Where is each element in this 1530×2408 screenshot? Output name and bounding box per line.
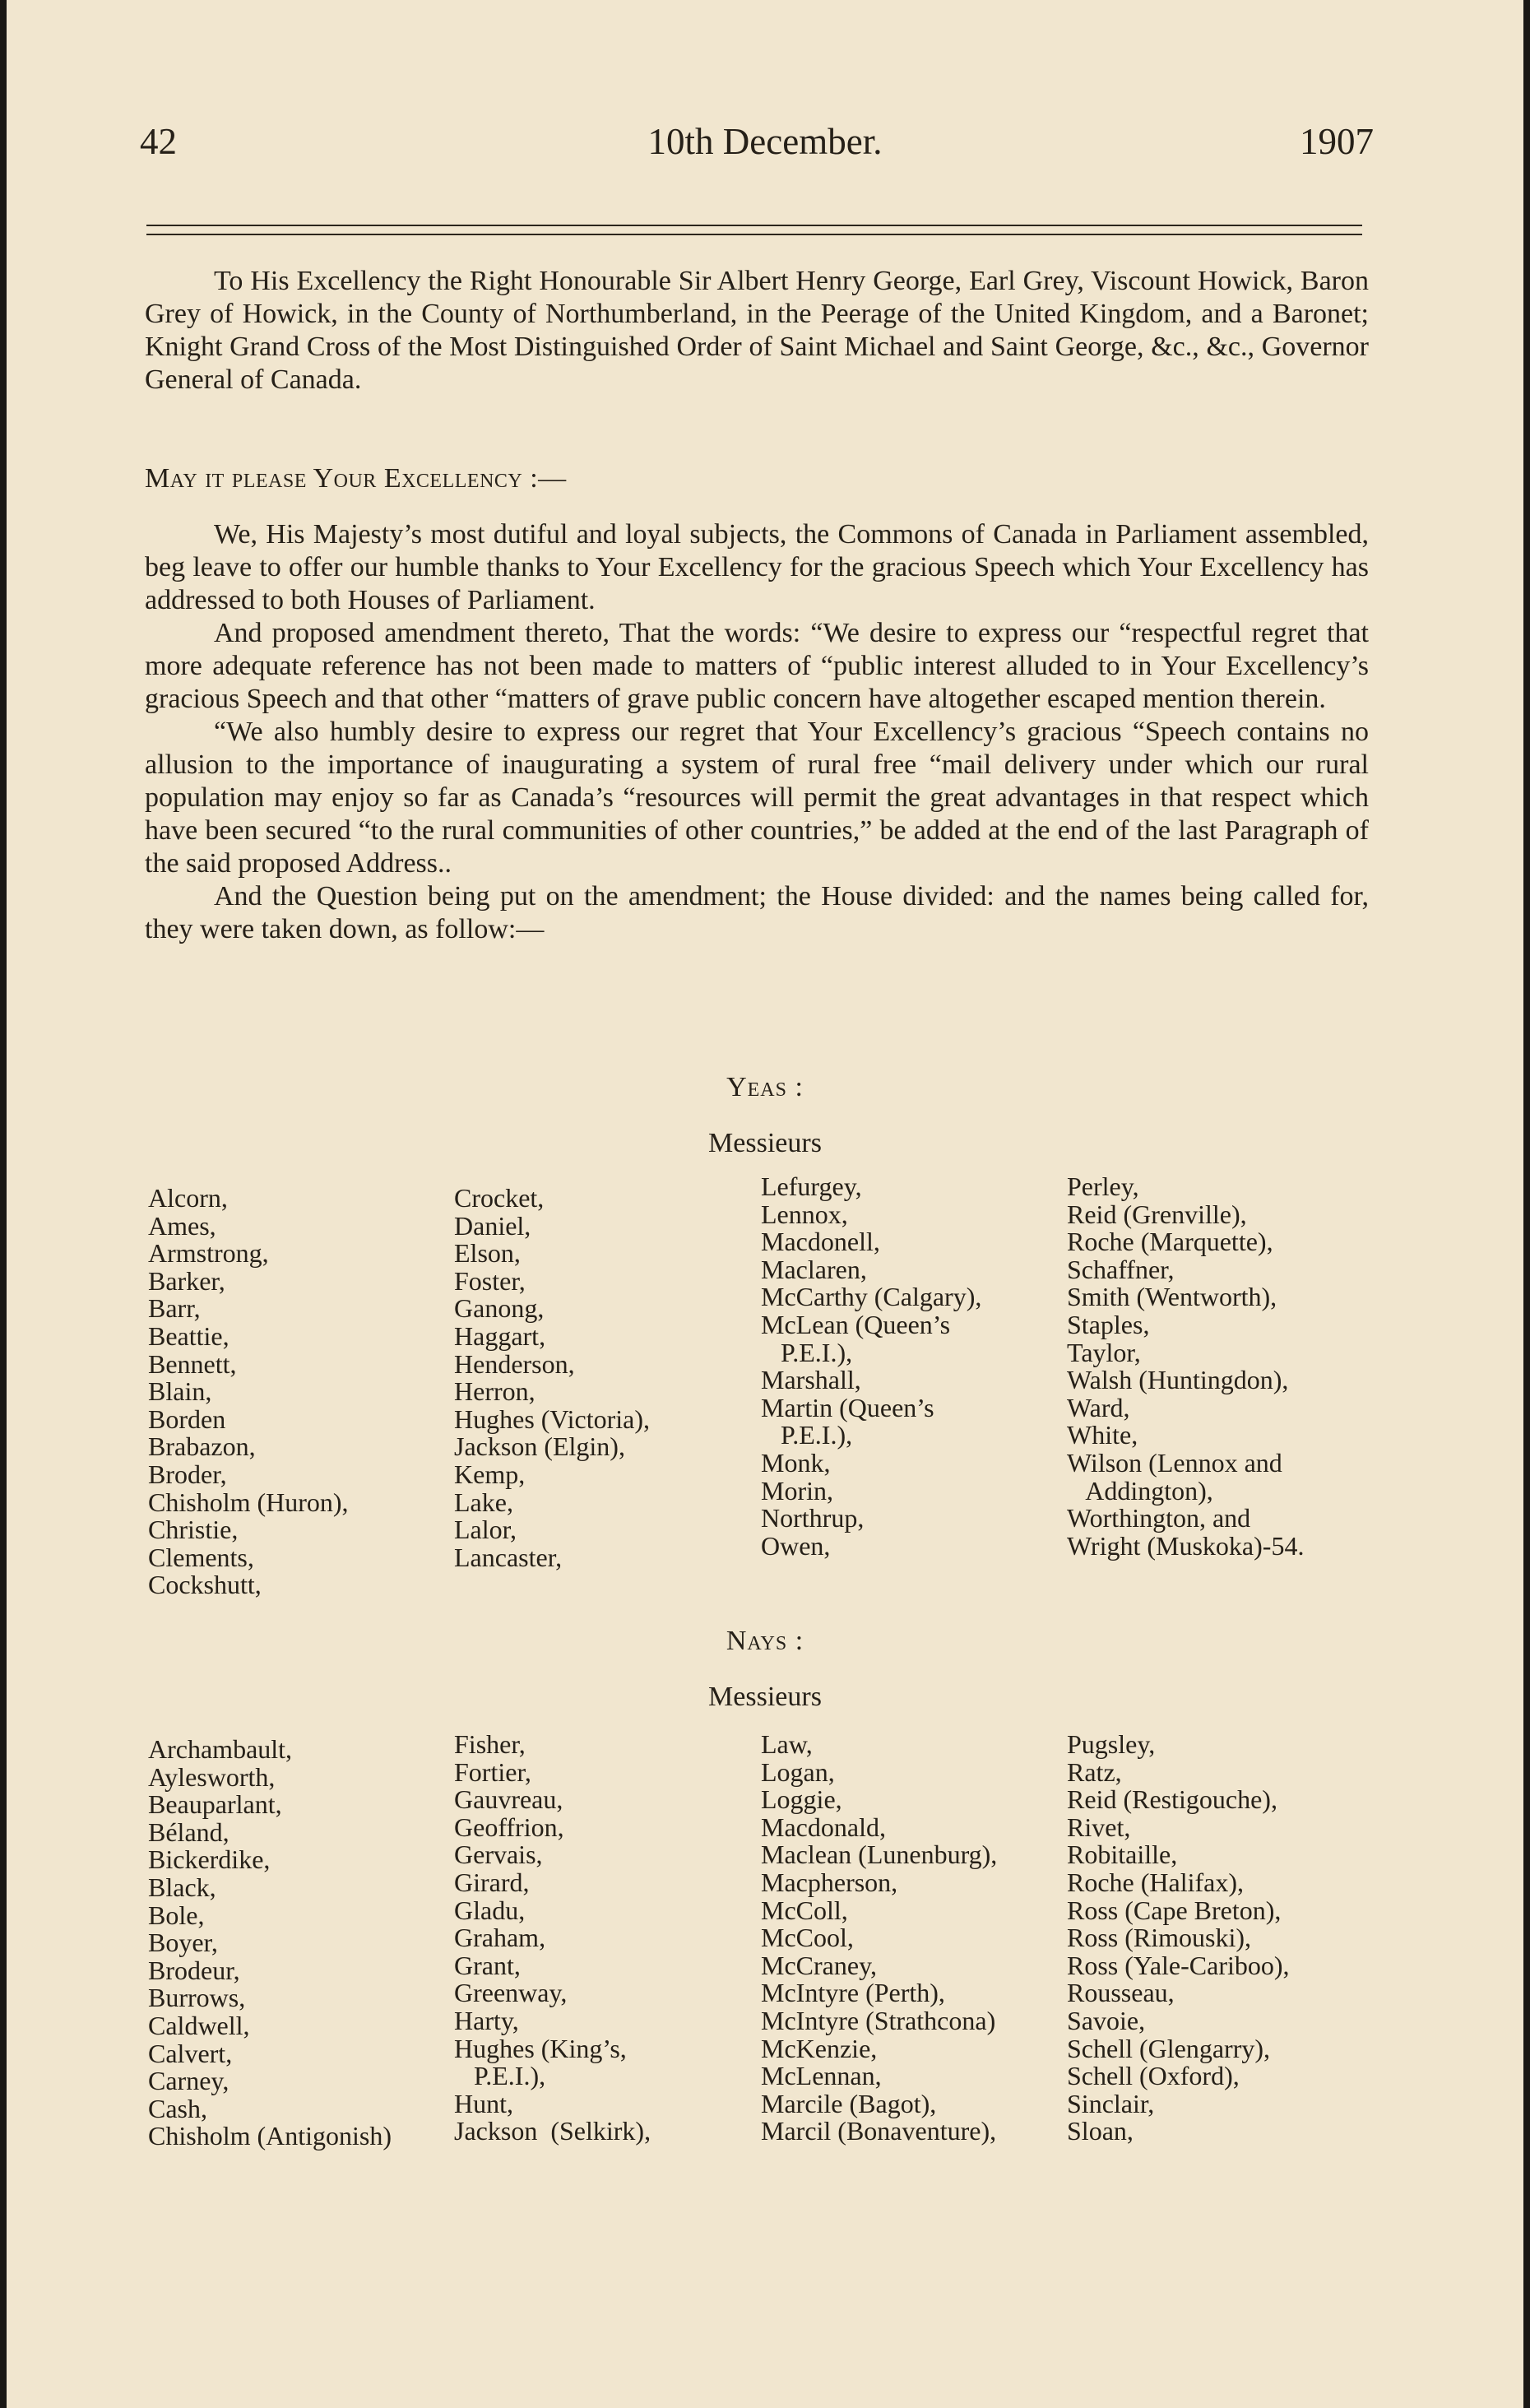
member-name: Armstrong,: [148, 1238, 269, 1269]
member-name: Grant,: [454, 1950, 521, 1980]
member-name: Haggart,: [454, 1320, 546, 1351]
member-name: Owen,: [761, 1530, 831, 1561]
member-name: Calvert,: [148, 2038, 233, 2068]
member-name: Lake,: [454, 1487, 513, 1517]
member-name: Harty,: [454, 2005, 519, 2035]
member-name: Addington),: [1067, 1475, 1213, 1506]
member-name: Schell (Oxford),: [1067, 2061, 1240, 2091]
member-name: P.E.I.),: [761, 1420, 853, 1450]
member-name: Blain,: [148, 1376, 212, 1407]
member-name: Jackson (Elgin),: [454, 1431, 625, 1462]
member-name: Brodeur,: [148, 1955, 240, 1985]
member-name: Reid (Restigouche),: [1067, 1784, 1277, 1815]
member-name: McCarthy (Calgary),: [761, 1282, 982, 1312]
nays-column: [454, 1731, 651, 2146]
member-name: Maclaren,: [761, 1254, 867, 1284]
member-name: Gervais,: [454, 1840, 543, 1870]
nays-heading: Nays :: [726, 1626, 804, 1656]
member-name: Fortier,: [454, 1756, 531, 1787]
member-name: Bennett,: [148, 1348, 237, 1379]
yeas-column: [148, 1185, 349, 1599]
member-name: McKenzie,: [761, 2033, 878, 2063]
member-name: P.E.I.),: [454, 2061, 546, 2091]
member-name: McCraney,: [761, 1950, 877, 1980]
member-name: Morin,: [761, 1475, 833, 1506]
nays-column: [148, 1736, 392, 2150]
member-name: Daniel,: [454, 1210, 531, 1241]
member-name: Marcil (Bonaventure),: [761, 2116, 997, 2146]
member-name: Rivet,: [1067, 1812, 1131, 1842]
yeas-column: [1067, 1173, 1304, 1560]
member-name: Barr,: [148, 1293, 201, 1324]
member-name: Béland,: [148, 1816, 230, 1847]
member-name: Clements,: [148, 1542, 254, 1572]
member-name: Staples,: [1067, 1309, 1150, 1339]
member-name: Foster,: [454, 1265, 526, 1296]
member-name: Gladu,: [454, 1895, 526, 1925]
body-paragraph: We, His Majesty’s most dutiful and loyal subjects, the Commons of Canada in Parliament assembled, beg leave to offer our humble thanks to Your Excellency for the gracious Speech which Your Excellency has addressed to both Houses of Parliament.: [145, 519, 1369, 615]
member-name: Beattie,: [148, 1320, 230, 1351]
page-number: 42: [140, 121, 177, 162]
member-name: Savoie,: [1067, 2005, 1146, 2035]
member-name: Roche (Marquette),: [1067, 1227, 1273, 1257]
member-name: Greenway,: [454, 1978, 568, 2008]
member-name: Lefurgey,: [761, 1172, 862, 1201]
member-name: Caldwell,: [148, 2010, 250, 2040]
page-date-heading: 10th December.: [647, 121, 883, 162]
member-name: Barker,: [148, 1265, 225, 1296]
member-name: Alcorn,: [148, 1183, 228, 1213]
member-name: Carney,: [148, 2066, 230, 2096]
member-name: Lancaster,: [454, 1542, 563, 1572]
member-name: P.E.I.),: [761, 1337, 853, 1367]
member-name: Martin (Queen’s: [761, 1392, 934, 1422]
member-name: Hughes (Victoria),: [454, 1404, 650, 1434]
member-name: Hughes (King’s,: [454, 2033, 627, 2063]
member-name: Henderson,: [454, 1348, 575, 1379]
member-name: Northrup,: [761, 1503, 865, 1533]
member-name: Jackson (Selkirk),: [454, 2116, 651, 2146]
address-paragraph: To His Excellency the Right Honourable Sir Albert Henry George, Earl Grey, Viscount Howick, Baron Grey of Howick, in the County of Northumberland, in the Peerage of the United Kingdom, and a Baronet; Knight Grand Cross of the Most Distinguished Order of Saint Michael and Saint George, &c., &c., Governor General of Canada.: [145, 266, 1369, 395]
member-name: Smith (Wentworth),: [1067, 1282, 1277, 1312]
member-name: Walsh (Huntingdon),: [1067, 1365, 1289, 1395]
member-name: Macpherson,: [761, 1867, 898, 1897]
member-name: Sloan,: [1067, 2116, 1134, 2146]
member-name: Hunt,: [454, 2088, 513, 2118]
member-name: Kemp,: [454, 1459, 526, 1489]
member-name: Fisher,: [454, 1729, 526, 1759]
member-name: Boyer,: [148, 1928, 218, 1958]
member-name: Cash,: [148, 2093, 207, 2123]
member-name: Gauvreau,: [454, 1784, 563, 1815]
nays-column: [1067, 1731, 1290, 2146]
member-name: Cockshutt,: [148, 1570, 262, 1600]
member-name: Ward,: [1067, 1392, 1130, 1422]
member-name: Archambault,: [148, 1734, 293, 1764]
member-name: Macdonald,: [761, 1812, 886, 1842]
member-name: Schaffner,: [1067, 1254, 1175, 1284]
member-name: Wilson (Lennox and: [1067, 1447, 1282, 1478]
member-name: Ames,: [148, 1210, 216, 1241]
member-name: Loggie,: [761, 1784, 842, 1815]
document-page: [7, 0, 1523, 2408]
member-name: Maclean (Lunenburg),: [761, 1840, 998, 1870]
member-name: Pugsley,: [1067, 1729, 1156, 1759]
salutation: May it please Your Excellency :—: [145, 463, 567, 494]
member-name: Lalor,: [454, 1515, 517, 1545]
member-name: Worthington, and: [1067, 1503, 1251, 1533]
member-name: Monk,: [761, 1447, 831, 1478]
member-name: Marshall,: [761, 1365, 861, 1395]
yeas-subheading: Messieurs: [708, 1128, 822, 1158]
body-text: [145, 518, 1369, 946]
header-rule: [146, 234, 1362, 235]
nays-column: [761, 1731, 997, 2146]
member-name: McCool,: [761, 1923, 854, 1953]
header-rule: [146, 225, 1362, 226]
body-paragraph: “We also humbly desire to express our regret that Your Excellency’s gracious “Speech contains no allusion to the importance of inaugurating a system of rural free “mail delivery under which our rural population may enjoy so far as Canada’s “resources will permit the great advantages in that respect which have been secured “to the rural communities of other countries,” be added at the end of the last Paragraph of the said proposed Address..: [145, 717, 1369, 879]
body-paragraph: And proposed amendment thereto, That the words: “We desire to express our “respectful regret that more adequate reference has not been made to matters of “public interest alluded to in Your Excellency’s gracious Speech and that other “matters of grave public concern have altogether escaped mention therein.: [145, 618, 1369, 714]
member-name: Chisholm (Huron),: [148, 1487, 349, 1517]
member-name: McIntyre (Perth),: [761, 1978, 945, 2008]
member-name: Broder,: [148, 1459, 227, 1489]
member-name: Logan,: [761, 1756, 835, 1787]
member-name: Taylor,: [1067, 1337, 1141, 1367]
member-name: Borden: [148, 1404, 226, 1434]
member-name: McLean (Queen’s: [761, 1309, 951, 1339]
member-name: McIntyre (Strathcona): [761, 2005, 996, 2035]
member-name: Ross (Cape Breton),: [1067, 1895, 1282, 1925]
member-name: Perley,: [1067, 1172, 1139, 1201]
member-name: Robitaille,: [1067, 1840, 1178, 1870]
member-name: Wright (Muskoka)-54.: [1067, 1530, 1305, 1561]
member-name: White,: [1067, 1420, 1138, 1450]
member-name: Aylesworth,: [148, 1761, 276, 1792]
member-name: Macdonell,: [761, 1227, 880, 1257]
member-name: Reid (Grenville),: [1067, 1199, 1247, 1229]
yeas-column: [454, 1185, 650, 1571]
member-name: Ratz,: [1067, 1756, 1122, 1787]
member-name: Bickerdike,: [148, 1844, 271, 1875]
member-name: McColl,: [761, 1895, 848, 1925]
member-name: Christie,: [148, 1515, 239, 1545]
member-name: Geoffrion,: [454, 1812, 564, 1842]
yeas-heading: Yeas :: [726, 1072, 804, 1102]
member-name: Burrows,: [148, 1983, 246, 2013]
body-paragraph: And the Question being put on the amendment; the House divided: and the names being called for, they were taken down, as follow:—: [145, 881, 1369, 944]
nays-subheading: Messieurs: [708, 1682, 822, 1712]
yeas-column: [761, 1173, 981, 1560]
member-name: Black,: [148, 1872, 216, 1902]
member-name: Elson,: [454, 1238, 521, 1269]
member-name: Law,: [761, 1729, 813, 1759]
member-name: McLennan,: [761, 2061, 882, 2091]
page-year: 1907: [1300, 121, 1374, 162]
member-name: Graham,: [454, 1923, 546, 1953]
member-name: Ganong,: [454, 1293, 545, 1324]
member-name: Sinclair,: [1067, 2088, 1155, 2118]
member-name: Roche (Halifax),: [1067, 1867, 1245, 1897]
member-name: Rousseau,: [1067, 1978, 1175, 2008]
member-name: Ross (Rimouski),: [1067, 1923, 1252, 1953]
member-name: Bole,: [148, 1900, 205, 1930]
member-name: Crocket,: [454, 1183, 545, 1213]
member-name: Girard,: [454, 1867, 530, 1897]
member-name: Brabazon,: [148, 1431, 256, 1462]
member-name: Marcile (Bagot),: [761, 2088, 937, 2118]
member-name: Lennox,: [761, 1199, 848, 1229]
member-name: Beauparlant,: [148, 1789, 282, 1820]
member-name: Ross (Yale-Cariboo),: [1067, 1950, 1290, 1980]
member-name: Chisholm (Antigonish): [148, 2121, 392, 2151]
member-name: Herron,: [454, 1376, 536, 1407]
member-name: Schell (Glengarry),: [1067, 2033, 1271, 2063]
